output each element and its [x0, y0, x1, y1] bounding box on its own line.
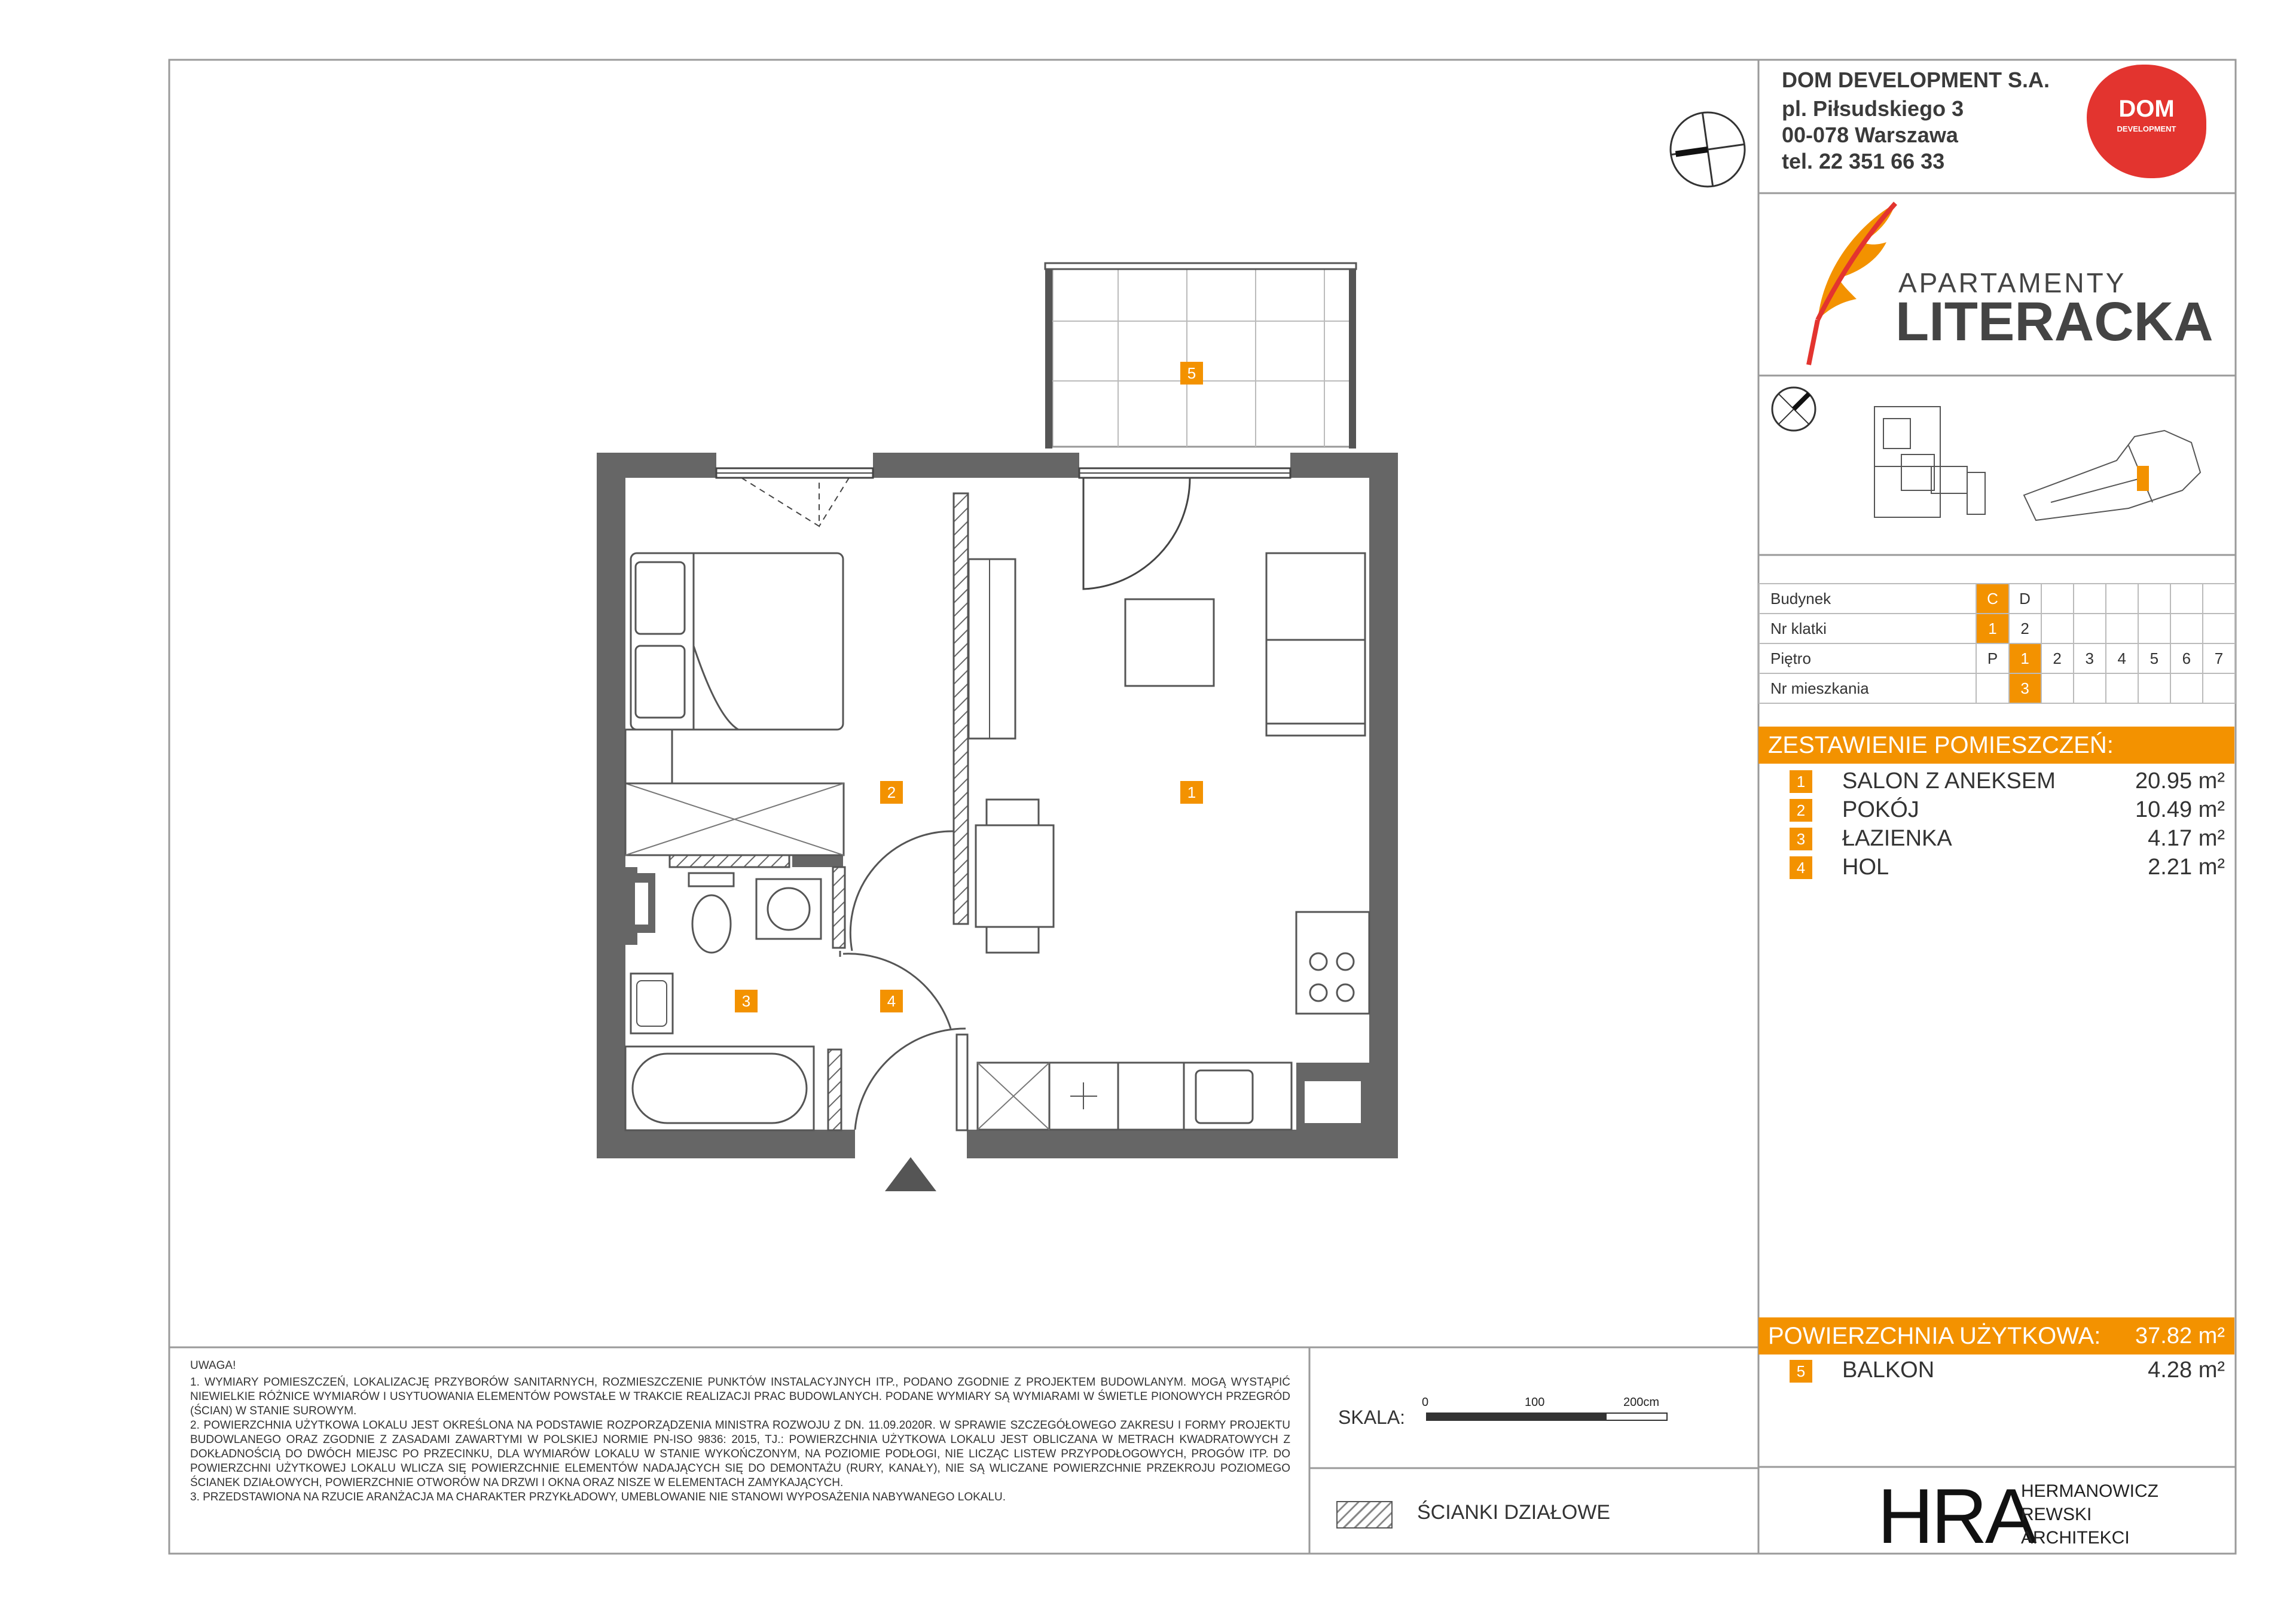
room-area: 20.95 m²	[2135, 768, 2225, 794]
room-name: HOL	[1842, 855, 1889, 880]
plan-label-hol: 4	[880, 990, 903, 1012]
entrance-arrow-icon	[885, 1157, 936, 1191]
location-cell	[2203, 673, 2235, 703]
site-compass-icon	[1772, 388, 1815, 431]
location-cell: 6	[2170, 643, 2203, 673]
total-area-label: POWIERZCHNIA UŻYTKOWA:	[1768, 1323, 2101, 1349]
room-number: 2	[1790, 799, 1812, 822]
plan-label-balcony: 5	[1180, 362, 1203, 385]
notes-block	[190, 1359, 1290, 1505]
location-cell: 3	[2009, 673, 2041, 703]
location-cell	[2106, 584, 2138, 614]
bathroom-wall-right	[833, 867, 845, 948]
room-area: 4.17 m²	[2148, 826, 2225, 851]
location-cell	[2041, 673, 2074, 703]
partition-legend-swatch	[1336, 1501, 1393, 1529]
company-street: pl. Piłsudskiego 3	[1782, 96, 1964, 121]
project-name-line1: APARTAMENTY	[1898, 267, 2127, 298]
partition-wall-closet	[670, 855, 789, 867]
location-row	[1759, 614, 2235, 643]
architect-line3: ARCHITEKCI	[2021, 1528, 2130, 1548]
location-grid	[1758, 583, 2236, 704]
note-item: 2. POWIERZCHNIA UŻYTKOWA LOKALU JEST OKREŚLONA NA PODSTAWIE ROZPORZĄDZENIA MINISTRA ROZWOJU Z DN. 11.09.2020R. W SPRAWIE SZCZEGÓŁOWEGO ZAKRESU I FORMY PROJEKTU BUDOWLANEGO ORAZ ZGODNIE Z ZASADAMI ZAWARTYMI W POLSKIEJ NORMIE PN-ISO 9836: 2015, TJ.: POWIERZCHNIA UŻYTKOWA LOKALU JEST OBLICZANA W METRACH KWADRATOWYCH Z DOKŁADNOŚCIĄ DO DWÓCH MIEJSC PO PRZECINKU, DLA WYMIARÓW LOKALU W STANIE WYKOŃCZONYM, NA POZIOMIE PODŁOGI, NIE LICZĄC LISTEW PRZYPODŁOGOWYCH, PROGÓW ITP. DO POWIERZCHNI UŻYTKOWEJ LOKALU WLICZA SIĘ POWIERZCHNIE ELEMENTÓW NADAJĄCYCH SIĘ DO DEMONTAŻU (RURY, KANAŁY), NIE SĄ WLICZANE POWIERZCHNIE PRZEKROJU POZIOMEGO ŚCIANEK DZIAŁOWYCH, POWIERZCHNIE OTWORÓW NA DRZWI I OKNA ORAZ NISZE W ELEMENTACH ZAMYKAJĄCYCH.	[190, 1419, 1290, 1489]
feather-logo-icon	[1806, 200, 1901, 368]
architect-logo: HRA	[1877, 1472, 2035, 1560]
notes-items	[190, 1375, 1290, 1505]
room-name: SALON Z ANEKSEM	[1842, 768, 2056, 794]
nightstand	[625, 730, 672, 783]
location-row	[1759, 643, 2235, 673]
plan-label-pokoj: 2	[880, 781, 903, 804]
entrance-door-swing	[855, 1029, 966, 1130]
tv-cabinet	[969, 559, 1015, 739]
scale-tick-0: 0	[1422, 1396, 1429, 1409]
room-row	[1758, 853, 2236, 882]
coffee-table	[1125, 599, 1214, 686]
location-cell: 1	[2009, 643, 2041, 673]
location-cell	[1976, 673, 2008, 703]
location-row-label: Piętro	[1759, 643, 1976, 673]
location-cell	[2106, 614, 2138, 643]
bedroom-door-swing	[850, 831, 954, 951]
location-cell	[2074, 584, 2106, 614]
north-arrow-icon	[1671, 112, 1745, 187]
balcony-row	[1758, 1357, 2236, 1385]
toilet	[689, 873, 734, 953]
plan-label-lazienka: 3	[735, 990, 758, 1012]
balcony-area: 4.28 m²	[2148, 1357, 2225, 1383]
architect-line2: REWSKI	[2021, 1505, 2092, 1524]
balcony-name: BALKON	[1842, 1357, 1935, 1383]
rooms-list	[1758, 767, 2236, 882]
location-cell	[2138, 584, 2170, 614]
scale-tick-200: 200cm	[1623, 1396, 1660, 1409]
location-cell	[2106, 673, 2138, 703]
location-row-label: Nr mieszkania	[1759, 673, 1976, 703]
location-row-label: Nr klatki	[1759, 614, 1976, 643]
architect-line1: HERMANOWICZ	[2021, 1481, 2158, 1501]
room-area: 2.21 m²	[2148, 855, 2225, 880]
location-cell: 2	[2041, 643, 2074, 673]
site-plan-thumbnail-right	[2024, 431, 2200, 520]
location-cell	[2138, 673, 2170, 703]
room-number: 1	[1790, 770, 1812, 793]
dom-logo-word: DOM	[2118, 96, 2175, 122]
location-cell: 5	[2138, 643, 2170, 673]
location-cell	[2074, 673, 2106, 703]
dining-set	[976, 800, 1054, 953]
location-cell: 7	[2203, 643, 2235, 673]
location-cell: 2	[2009, 614, 2041, 643]
total-area-value: 37.82 m²	[2135, 1323, 2225, 1349]
note-item: 1. WYMIARY POMIESZCZEŃ, LOKALIZACJĘ PRZYBORÓW SANITARNYCH, ROZMIESZCZENIE PUNKTÓW INSTALACYJNYCH ITP., PODANO ZGODNIE Z PROJEKTEM BUDOWLANYM. MOGĄ WYSTĄPIĆ NIEWIELKIE RÓŻNICE WYMIARÓW I USYTUOWANIA ELEMENTÓW POWSTAŁE W TRAKCIE REALIZACJI PRAC BUDOWLANYCH. PODANE WYMIARY SĄ WYMIARAMI W ŚWIETLE PIONOWYCH PRZEGRÓD (ŚCIAN) W STANIE SUROWYM.	[190, 1376, 1290, 1417]
location-row-label: Budynek	[1759, 584, 1976, 614]
room-number: 3	[1790, 828, 1812, 850]
kitchen-divider	[957, 1035, 967, 1130]
location-row	[1759, 584, 2235, 614]
room-name: ŁAZIENKA	[1842, 826, 1952, 851]
balcony-number: 5	[1790, 1360, 1812, 1383]
bathtub	[625, 1047, 814, 1130]
bedroom-window	[716, 468, 873, 526]
room-area: 10.49 m²	[2135, 797, 2225, 822]
project-name-line2: LITERACKA	[1895, 291, 2213, 352]
company-phone: tel. 22 351 66 33	[1782, 149, 1945, 173]
location-cell: 1	[1976, 614, 2008, 643]
partition-wall-bedroom	[954, 493, 968, 924]
scale-label: SKALA:	[1338, 1407, 1406, 1428]
scale-bar	[1426, 1413, 1668, 1421]
location-cell	[2170, 584, 2203, 614]
room-number: 4	[1790, 856, 1812, 879]
scale-tick-100: 100	[1525, 1396, 1545, 1409]
location-cell	[2203, 614, 2235, 643]
plan-label-salon: 1	[1180, 781, 1203, 804]
room-name: POKÓJ	[1842, 797, 1919, 822]
company-city: 00-078 Warszawa	[1782, 123, 1958, 147]
site-plan-thumbnail-left	[1874, 407, 1985, 517]
location-cell: C	[1976, 584, 2008, 614]
total-area-bar	[1758, 1317, 2234, 1354]
kitchen-counter	[978, 1063, 1292, 1130]
location-cell	[2138, 614, 2170, 643]
note-item: 3. PRZEDSTAWIONA NA RZUCIE ARANŻACJA MA CHARAKTER PRZYKŁADOWY, UMEBLOWANIE NIE STANOWI WYPOSAŻENIA NABYWANEGO LOKALU.	[190, 1491, 1006, 1503]
balcony	[1045, 263, 1356, 449]
location-cell: 4	[2106, 643, 2138, 673]
location-cell	[2041, 614, 2074, 643]
location-cell	[2203, 584, 2235, 614]
location-cell: 3	[2074, 643, 2106, 673]
location-cell: P	[1976, 643, 2008, 673]
location-cell	[2041, 584, 2074, 614]
room-row	[1758, 796, 2236, 825]
location-cell: D	[2009, 584, 2041, 614]
location-cell	[2170, 614, 2203, 643]
cooktop	[1296, 912, 1369, 1014]
partition-legend-label: ŚCIANKI DZIAŁOWE	[1417, 1501, 1611, 1524]
bathroom-door-frame	[828, 1050, 841, 1130]
location-row	[1759, 673, 2235, 703]
location-cell	[2074, 614, 2106, 643]
dom-logo-subword: DEVELOPMENT	[2117, 124, 2176, 133]
room-row	[1758, 825, 2236, 853]
bed	[631, 553, 843, 730]
location-cell	[2170, 673, 2203, 703]
location-table	[1758, 583, 2236, 704]
room-row	[1758, 767, 2236, 796]
rooms-header: ZESTAWIENIE POMIESZCZEŃ:	[1758, 727, 2234, 764]
notes-title: UWAGA!	[190, 1359, 236, 1372]
balcony-door-window	[1079, 468, 1290, 589]
floor-plan	[597, 263, 1398, 1191]
company-name: DOM DEVELOPMENT S.A.	[1782, 68, 2050, 92]
sofa	[1266, 553, 1365, 736]
washbasin	[631, 974, 673, 1033]
